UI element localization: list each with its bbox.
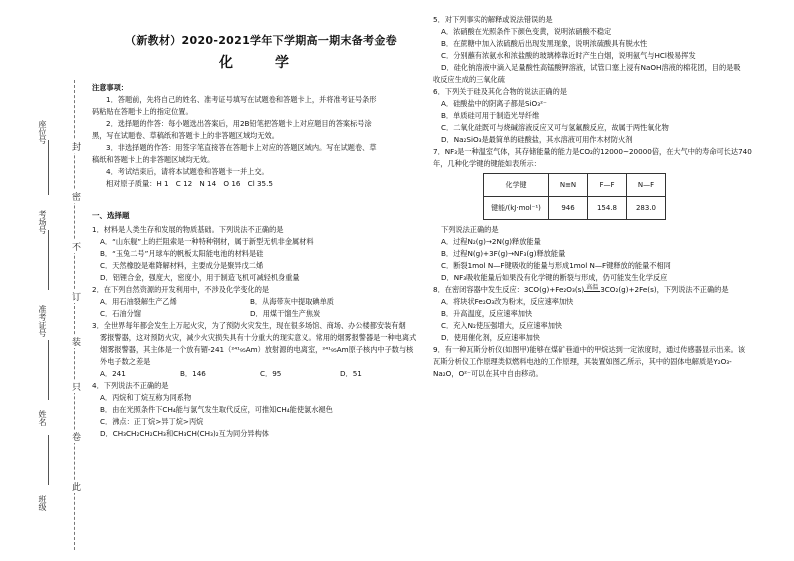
- options-row: [92, 296, 430, 308]
- option: A．用石油裂解生产乙烯: [100, 297, 177, 306]
- notes-heading: 注意事项：: [92, 83, 128, 92]
- seal-char: 只: [70, 382, 80, 391]
- option: D．CH₃CH₂CH₂CH₃和CH₃CH(CH₃)₂互为同分异构体: [100, 429, 269, 438]
- option: B．在蔗糖中加入浓硫酸后出现发黑现象，说明浓硫酸具有脱水性: [441, 39, 648, 48]
- exam-subject: 化 学: [219, 55, 303, 71]
- question-stem-cont: 烟雾报警器，其主体是一个放有镅-241（²⁴¹₉₅Am）放射源的电离室，²⁴¹₉₅Am原子核内中子数与核: [100, 345, 414, 354]
- question-stem-cont: 下列说法正确的是: [441, 225, 499, 234]
- table-row: [484, 174, 666, 197]
- options-row: [92, 368, 430, 380]
- binding-margin: [0, 80, 90, 550]
- option: D．硅化钠溶液中滴入足量酸性高锰酸钾溶液，试管口塞上浸有NaOH溶液的棉花团，目的是吸: [441, 63, 741, 72]
- bond-energy-table: [483, 173, 666, 220]
- option: B．“玉兔二号”月球车的帆板太阳能电池的材料是硅: [100, 249, 264, 258]
- question-stem-cont: 外电子数之差是: [100, 357, 151, 366]
- field-label-room: 考场号: [38, 210, 47, 234]
- exam-title: （新教材）2020-2021学年下学期高一期末备考金卷: [125, 34, 397, 47]
- question-stem-cont: Na₂O，O²⁻可以在其中自由移动。: [433, 369, 543, 378]
- q8-stem-post: 3CO₂(g)+2Fe(s)，下列说法不正确的是: [600, 285, 729, 294]
- question-stem: [433, 284, 783, 296]
- notes-line: 2．选择题的作答：每小题选出答案后，用2B铅笔把答题卡上对应题目的答案标号涂: [106, 119, 372, 128]
- question-stem-cont: 雾报警器，这对预防火灾，减少火灾损失具有十分重大的现实意义。常用的烟雾报警器是一种电离式: [100, 333, 417, 342]
- option: C．95: [260, 369, 282, 378]
- notes-line: 1．答题前，先将自己的姓名、准考证号填写在试题卷和答题卡上，并将准考证号条形: [106, 95, 377, 104]
- option: A．“山东舰”上的拦阻索是一种特种钢材，属于新型无机非金属材料: [100, 237, 314, 246]
- option: C．沸点：正丁烷>异丁烷>丙烷: [100, 417, 204, 426]
- table-cell: 283.0: [627, 197, 666, 220]
- seal-char: 订: [70, 292, 80, 301]
- question-stem: 2．在下列自然资源的开发利用中，不涉及化学变化的是: [92, 285, 270, 294]
- option: A．过程N₂(g)→2N(g)释放能量: [441, 237, 541, 246]
- notes-line: 码粘贴在答题卡上的指定位置。: [92, 107, 193, 116]
- option: D．铝锂合金，强度大，密度小，用于制造飞机可减轻机身重量: [100, 273, 300, 282]
- field-line-ticket: [48, 340, 49, 400]
- option: D．51: [340, 369, 362, 378]
- right-column: [433, 14, 783, 380]
- seal-char: 不: [70, 242, 80, 251]
- option: C．分别蘸有浓氨水和浓盐酸的玻璃棒靠近时产生白烟，说明氨气与HCl极易挥发: [441, 51, 696, 60]
- question-stem: 1．材料是人类生存和发展的物质基础。下列说法不正确的是: [92, 225, 284, 234]
- left-column: [92, 14, 430, 440]
- seal-char: 卷: [70, 432, 80, 441]
- field-label-seat: 座位号: [38, 120, 47, 144]
- table-header-cell: F—F: [588, 174, 627, 197]
- option: B．由在光照条件下CH₄能与氯气发生取代反应，可推知CH₄能使氯水褪色: [100, 405, 333, 414]
- atomic-mass-line: 相对原子质量：H 1 C 12 N 14 O 16 Cl 35.5: [106, 179, 273, 188]
- option-cont: 收反应生成的三氧化硫: [433, 75, 505, 84]
- notes-line: 4．考试结束后，请将本试题卷和答题卡一并上交。: [106, 167, 269, 176]
- reaction-condition: 高温: [586, 284, 599, 291]
- table-cell: 键能/(kJ·mol⁻¹): [484, 197, 549, 220]
- option: C．石油分馏: [100, 309, 141, 318]
- option: D．用煤干馏生产焦炭: [250, 309, 321, 318]
- field-line-seat: [48, 140, 49, 195]
- table-header-cell: 化学键: [484, 174, 549, 197]
- option: A．将块状Fe₂O₃改为粉末，反应速率加快: [441, 297, 574, 306]
- question-stem-cont: 瓦斯分析仪工作原理类似燃料电池的工作原理，其装置如图乙所示，其中的固体电解质是Y₂O₃-: [433, 357, 732, 366]
- option: D．Na₂SiO₃是最简单的硅酸盐，其水溶液可用作木材防火剂: [441, 135, 633, 144]
- question-stem: 6．下列关于硅及其化合物的说法正确的是: [433, 87, 567, 96]
- option: A．241: [100, 369, 126, 378]
- notes-line: 稿纸和答题卡上的非答题区域均无效。: [92, 155, 215, 164]
- field-label-ticket: 准考证号: [38, 305, 47, 337]
- options-row: [92, 308, 430, 320]
- seal-char: 此: [70, 482, 80, 491]
- seal-char: 密: [70, 192, 80, 201]
- option: B．146: [180, 369, 206, 378]
- question-stem: 3．全世界每年都会发生上万起火灾，为了预防火灾发生，现在很多场馆、商场、办公楼都安装有烟: [92, 321, 406, 330]
- option: B．升高温度，反应速率加快: [441, 309, 533, 318]
- table-header-cell: N—F: [627, 174, 666, 197]
- field-label-class: 班级: [38, 495, 47, 511]
- section-heading: 一、选择题: [92, 211, 130, 220]
- question-stem: 5．对下列事实的解释或说法错误的是: [433, 15, 553, 24]
- table-row: [484, 197, 666, 220]
- option: C．断裂1mol N—F键吸收的能量与形成1mol N—F键释放的能量不相同: [441, 261, 671, 270]
- field-line-name: [48, 435, 49, 485]
- question-stem: 4．下列说法不正确的是: [92, 381, 169, 390]
- field-label-name: 姓名: [38, 410, 47, 426]
- option: A．硅酸盐中的阴离子都是SiO₃²⁻: [441, 99, 547, 108]
- option: A．丙烷和丁烷互称为同系物: [100, 393, 192, 402]
- table-cell: 946: [549, 197, 588, 220]
- option: C．二氧化硅既可与烧碱溶液反应又可与氢氟酸反应，故属于两性氧化物: [441, 123, 669, 132]
- question-stem: 7．NF₃是一种温室气体，其存储能量的能力是CO₂的12000~20000倍，在大气中的寿命可长达740: [433, 147, 752, 156]
- option: A．浓硝酸在光照条件下颜色变黄，说明浓硝酸不稳定: [441, 27, 612, 36]
- notes-line: 黑，写在试题卷、草稿纸和答题卡上的非答题区域均无效。: [92, 131, 279, 140]
- seal-char: 封: [70, 142, 80, 151]
- notes-line: 3．非选择题的作答：用签字笔直接答在答题卡上对应的答题区域内。写在试题卷、草: [106, 143, 377, 152]
- option: D．使用催化剂，反应速率加快: [441, 333, 540, 342]
- table-header-cell: N≡N: [549, 174, 588, 197]
- option: C．天然橡胶是难降解材料，主要成分是聚异戊二烯: [100, 261, 264, 270]
- q8-stem-pre: 8．在密闭容器中发生反应：3CO(g)+Fe₂O₃(s): [433, 285, 585, 294]
- seal-char: 装: [70, 337, 80, 346]
- option: C．充入N₂使压强增大，反应速率加快: [441, 321, 563, 330]
- table-cell: 154.8: [588, 197, 627, 220]
- question-stem-cont: 年，几种化学键的键能如表所示：: [433, 159, 541, 168]
- option: B．从海带灰中提取碘单质: [250, 297, 334, 306]
- option: D．NF₃吸收能量后如果没有化学键的断裂与形成，仍可能发生化学反应: [441, 273, 668, 282]
- question-stem: 9．有一种瓦斯分析仪(如图甲)能够在煤矿巷道中的甲烷达到一定浓度时，通过传感器显示出来。该: [433, 345, 746, 354]
- option: B．单质硅可用于制造光导纤维: [441, 111, 540, 120]
- option: B．过程N(g)+3F(g)→NF₃(g)释放能量: [441, 249, 566, 258]
- field-line-room: [48, 230, 49, 290]
